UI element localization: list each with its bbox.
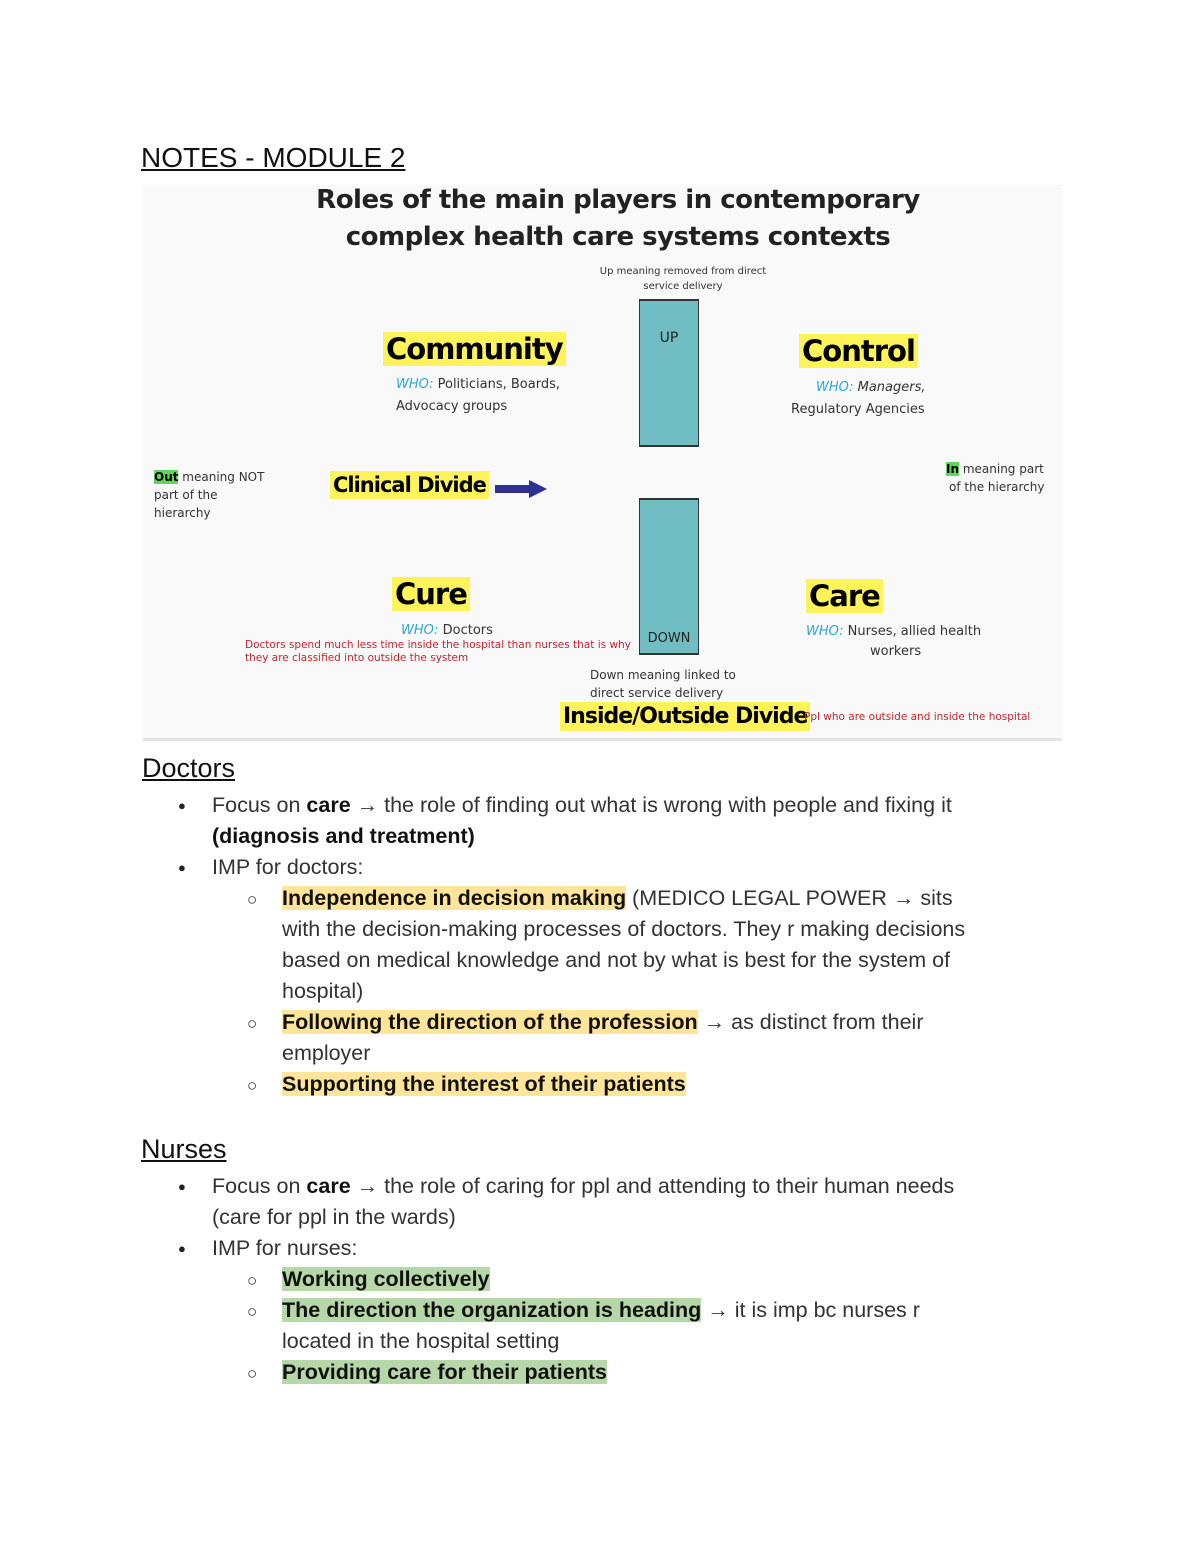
cure-label: Cure (392, 577, 470, 611)
bullet-icon: ● (178, 1241, 186, 1256)
highlight: Supporting the interest of their patients (282, 1072, 686, 1096)
care-who-text: Nurses, allied health (843, 624, 982, 639)
out-line2: part of the (154, 488, 218, 502)
roles-diagram (143, 185, 1062, 741)
care-label: Care (806, 579, 883, 613)
cure-who-text: Doctors (438, 623, 493, 638)
text: (care for ppl in the wards) (212, 1205, 456, 1229)
control-line2: Regulatory Agencies (791, 402, 925, 417)
community-who-text: Politicians, Boards, (433, 377, 560, 392)
bold-text: care (306, 793, 351, 817)
down-note (590, 666, 736, 702)
care-who (806, 623, 981, 661)
bold-text: care (306, 1174, 351, 1198)
page-title: NOTES - MODULE 2 (141, 142, 406, 173)
nurses-heading: Nurses (141, 1134, 227, 1164)
community-label: Community (383, 332, 566, 366)
control-who-text: Managers, (853, 380, 926, 395)
cure-note-line1: Doctors spend much less time inside the hospital than nurses that is why (245, 639, 631, 651)
text: → as distinct from their (697, 1010, 924, 1034)
up-note (593, 264, 773, 294)
doctors-sub3 (282, 1069, 686, 1100)
circle-bullet-icon: ○ (247, 1271, 258, 1290)
bold-text: (diagnosis and treatment) (212, 824, 475, 848)
highlight: Independence in decision making (282, 886, 627, 910)
doctors-focus (212, 790, 952, 852)
text: hospital) (282, 979, 364, 1003)
down-note-line1: Down meaning linked to (590, 668, 736, 682)
bullet-icon: ● (178, 798, 186, 813)
inside-outside-note: Ppl who are outside and inside the hospital (804, 711, 1031, 723)
who-label: WHO: (401, 623, 439, 638)
text: based on medical knowledge and not by what is best for the system of (282, 948, 951, 972)
text: → it is imp bc nurses r (701, 1298, 920, 1322)
text: with the decision-making processes of doctors. They r making decisions (282, 917, 966, 941)
in-line2: of the hierarchy (949, 480, 1045, 494)
inside-outside-divide-label: Inside/Outside Divide (560, 702, 810, 731)
in-note (946, 460, 1044, 496)
community-who (396, 376, 560, 416)
down-bar (639, 498, 699, 655)
diagram-title-line1: Roles of the main players in contemporary (316, 185, 920, 215)
clinical-divide-label: Clinical Divide (330, 471, 489, 499)
text: → the role of finding out what is wrong with people and fixing it (350, 793, 952, 817)
circle-bullet-icon: ○ (247, 1076, 258, 1095)
who-label: WHO: (806, 624, 844, 639)
text: employer (282, 1041, 371, 1065)
highlight: Providing care for their patients (282, 1360, 607, 1384)
down-label: DOWN (647, 631, 691, 646)
bullet-icon: ● (178, 860, 186, 875)
in-word: In (946, 462, 960, 476)
nurses-sub1 (282, 1264, 490, 1295)
cure-note (245, 639, 631, 665)
highlight: Following the direction of the profession (282, 1010, 698, 1034)
cure-note-line2: they are classified into outside the system (245, 652, 469, 664)
in-text: meaning part (959, 462, 1044, 476)
care-line2: workers (870, 644, 922, 659)
control-who (791, 379, 926, 419)
out-line3: hierarchy (154, 506, 211, 520)
who-label: WHO: (816, 380, 854, 395)
bullet-icon: ● (178, 1179, 186, 1194)
control-label: Control (799, 334, 918, 368)
out-word: Out (154, 470, 179, 484)
doctors-sub2 (282, 1007, 924, 1069)
text: (MEDICO LEGAL POWER → sits (626, 886, 953, 910)
circle-bullet-icon: ○ (247, 1014, 258, 1033)
down-note-line2: direct service delivery (590, 686, 724, 700)
nurses-sub2 (282, 1295, 920, 1357)
up-label: UP (659, 330, 679, 346)
out-note (154, 468, 264, 522)
nurses-focus (212, 1171, 954, 1233)
doctors-imp: IMP for doctors: (212, 855, 364, 879)
up-note-line2: service delivery (643, 281, 723, 292)
nurses-sub3 (282, 1357, 607, 1388)
doctors-sub1 (282, 883, 965, 1007)
highlight: Working collectively (282, 1267, 490, 1291)
community-line2: Advocacy groups (396, 399, 508, 414)
cure-who (401, 622, 493, 640)
who-label: WHO: (396, 377, 434, 392)
arrow-right-icon (495, 480, 547, 498)
doctors-heading: Doctors (142, 753, 236, 783)
text: Focus on (212, 793, 307, 817)
circle-bullet-icon: ○ (247, 1302, 258, 1321)
text: Focus on (212, 1174, 307, 1198)
text: located in the hospital setting (282, 1329, 560, 1353)
circle-bullet-icon: ○ (247, 1364, 258, 1383)
out-text: meaning NOT (178, 470, 265, 484)
text: → the role of caring for ppl and attending to their human needs (350, 1174, 955, 1198)
up-bar (639, 299, 699, 447)
diagram-title-line2: complex health care systems contexts (345, 222, 891, 252)
up-note-line1: Up meaning removed from direct (599, 266, 767, 277)
circle-bullet-icon: ○ (247, 890, 258, 909)
highlight: The direction the organization is heading (282, 1298, 702, 1322)
nurses-imp: IMP for nurses: (212, 1236, 358, 1260)
